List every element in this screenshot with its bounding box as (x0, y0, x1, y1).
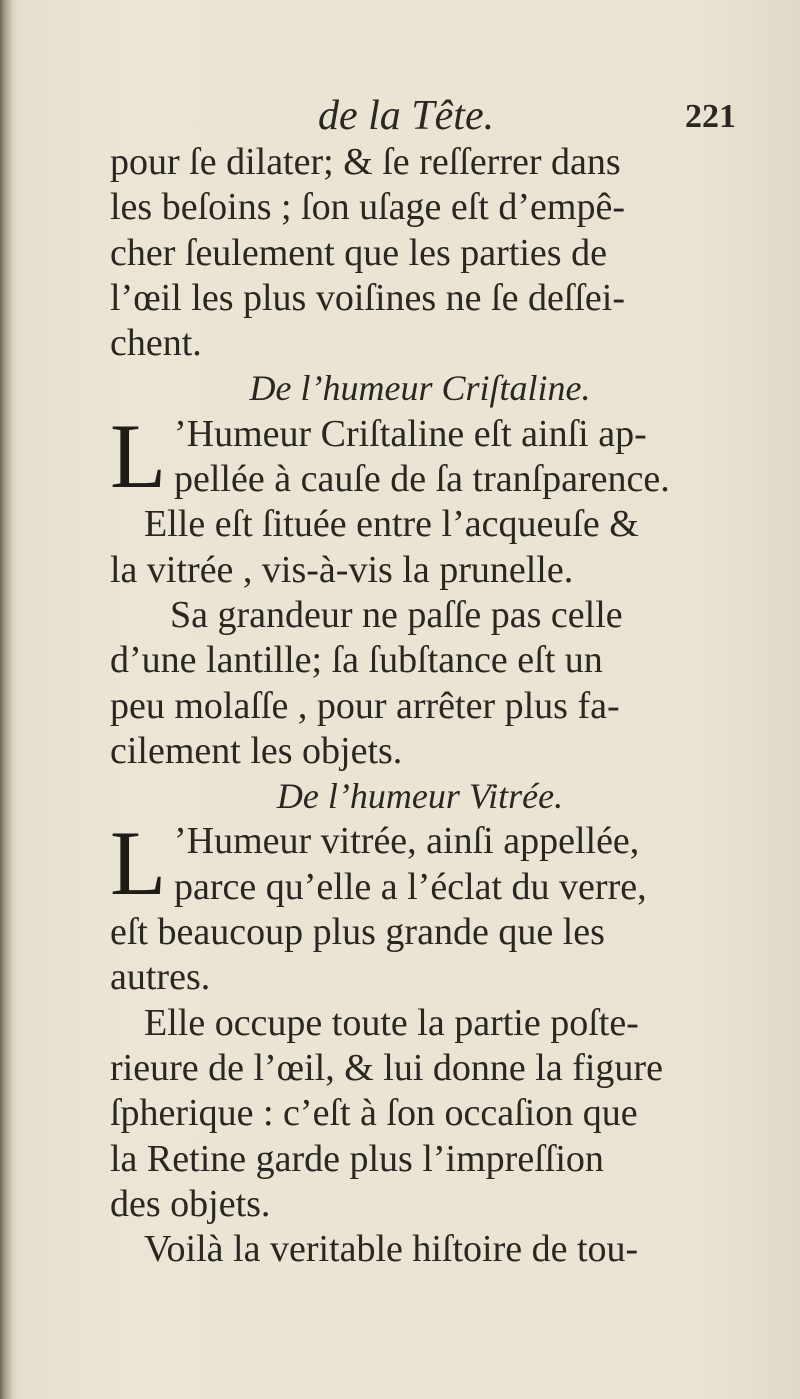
section-heading-vitree: De l’humeur Vitrée. (276, 776, 564, 817)
text-line-content: ’Humeur Criſtaline eſt ainſi ap- (174, 412, 647, 455)
paragraph-cristaline-2 (110, 502, 730, 593)
text-line (110, 638, 730, 683)
paragraph-cristaline-3 (110, 593, 730, 774)
paragraph-vitree-3 (110, 1227, 730, 1272)
text-line-content: Voilà la veritable hiſtoire de tou- (144, 1228, 639, 1271)
text-line (110, 1046, 730, 1091)
text-line-content: chent. (110, 322, 202, 365)
text-line (110, 865, 730, 910)
text-line-content: l’œil les plus voiſines ne ſe deſſei- (110, 276, 626, 319)
drop-cap: L (110, 812, 167, 915)
text-line (110, 819, 730, 864)
text-line-content: la vitrée , vis-à-vis la prunelle. (110, 548, 574, 591)
text-line-content: cher ſeulement que les parties de (110, 231, 607, 274)
text-line (110, 548, 730, 593)
section-heading-cristaline: De l’humeur Criſtaline. (249, 368, 591, 409)
text-line (110, 1137, 730, 1182)
text-line (110, 502, 730, 547)
text-line (110, 1182, 730, 1227)
text-line (110, 593, 730, 638)
text-line-content: rieure de l’œil, & lui donne la figure (110, 1046, 663, 1089)
text-line (110, 185, 730, 230)
text-line (110, 1091, 730, 1136)
text-line-content: ’Humeur vitrée, ainſi appellée, (174, 820, 640, 863)
text-line-content: la Retine garde plus l’impreſſion (110, 1137, 604, 1180)
text-line-content: eſt beaucoup plus grande que les (110, 911, 605, 954)
text-line-content: Elle occupe toute la partie poſte- (144, 1001, 639, 1044)
text-line-content: autres. (110, 956, 211, 999)
page-body (110, 140, 730, 1272)
text-line-content: Elle eſt ſituée entre l’acqueuſe & (144, 503, 639, 546)
text-line-content: cilement les objets. (110, 729, 403, 772)
text-line-content: les beſoins ; ſon uſage eſt d’empê- (110, 186, 625, 229)
text-line-content: peu molaſſe , pour arrêter plus fa- (110, 684, 620, 727)
text-line-content: parce qu’elle a l’éclat du verre, (174, 865, 647, 908)
text-line-content: d’une lantille; ſa ſubſtance eſt un (110, 639, 603, 682)
text-line (110, 276, 730, 321)
text-line (110, 684, 730, 729)
text-line-content: ſpherique : c’eſt à ſon occaſion que (110, 1092, 638, 1135)
drop-cap: L (110, 404, 167, 507)
running-head: de la Tête. (318, 93, 495, 139)
paragraph-vitree-2 (110, 1001, 730, 1227)
text-line (110, 1227, 730, 1272)
text-line-content: des objets. (110, 1182, 271, 1225)
text-line (110, 321, 730, 366)
text-line-content: pour ſe dilater; & ſe reſſerrer dans (110, 141, 621, 183)
paragraph-vitree-1 (110, 812, 730, 1000)
text-line (110, 729, 730, 774)
text-line (110, 910, 730, 955)
page-number: 221 (685, 98, 736, 135)
page-header (110, 88, 740, 138)
text-line-content: Sa grandeur ne paſſe pas celle (170, 593, 623, 636)
text-line (110, 1001, 730, 1046)
text-line (110, 412, 730, 457)
text-line-content: pellée à cauſe de ſa tranſparence. (174, 458, 670, 501)
paragraph-cristaline-1 (110, 404, 730, 507)
text-line (110, 955, 730, 1000)
text-line (110, 457, 730, 502)
text-line (110, 231, 730, 276)
text-line (110, 140, 730, 185)
page-binding-edge (0, 0, 12, 1399)
